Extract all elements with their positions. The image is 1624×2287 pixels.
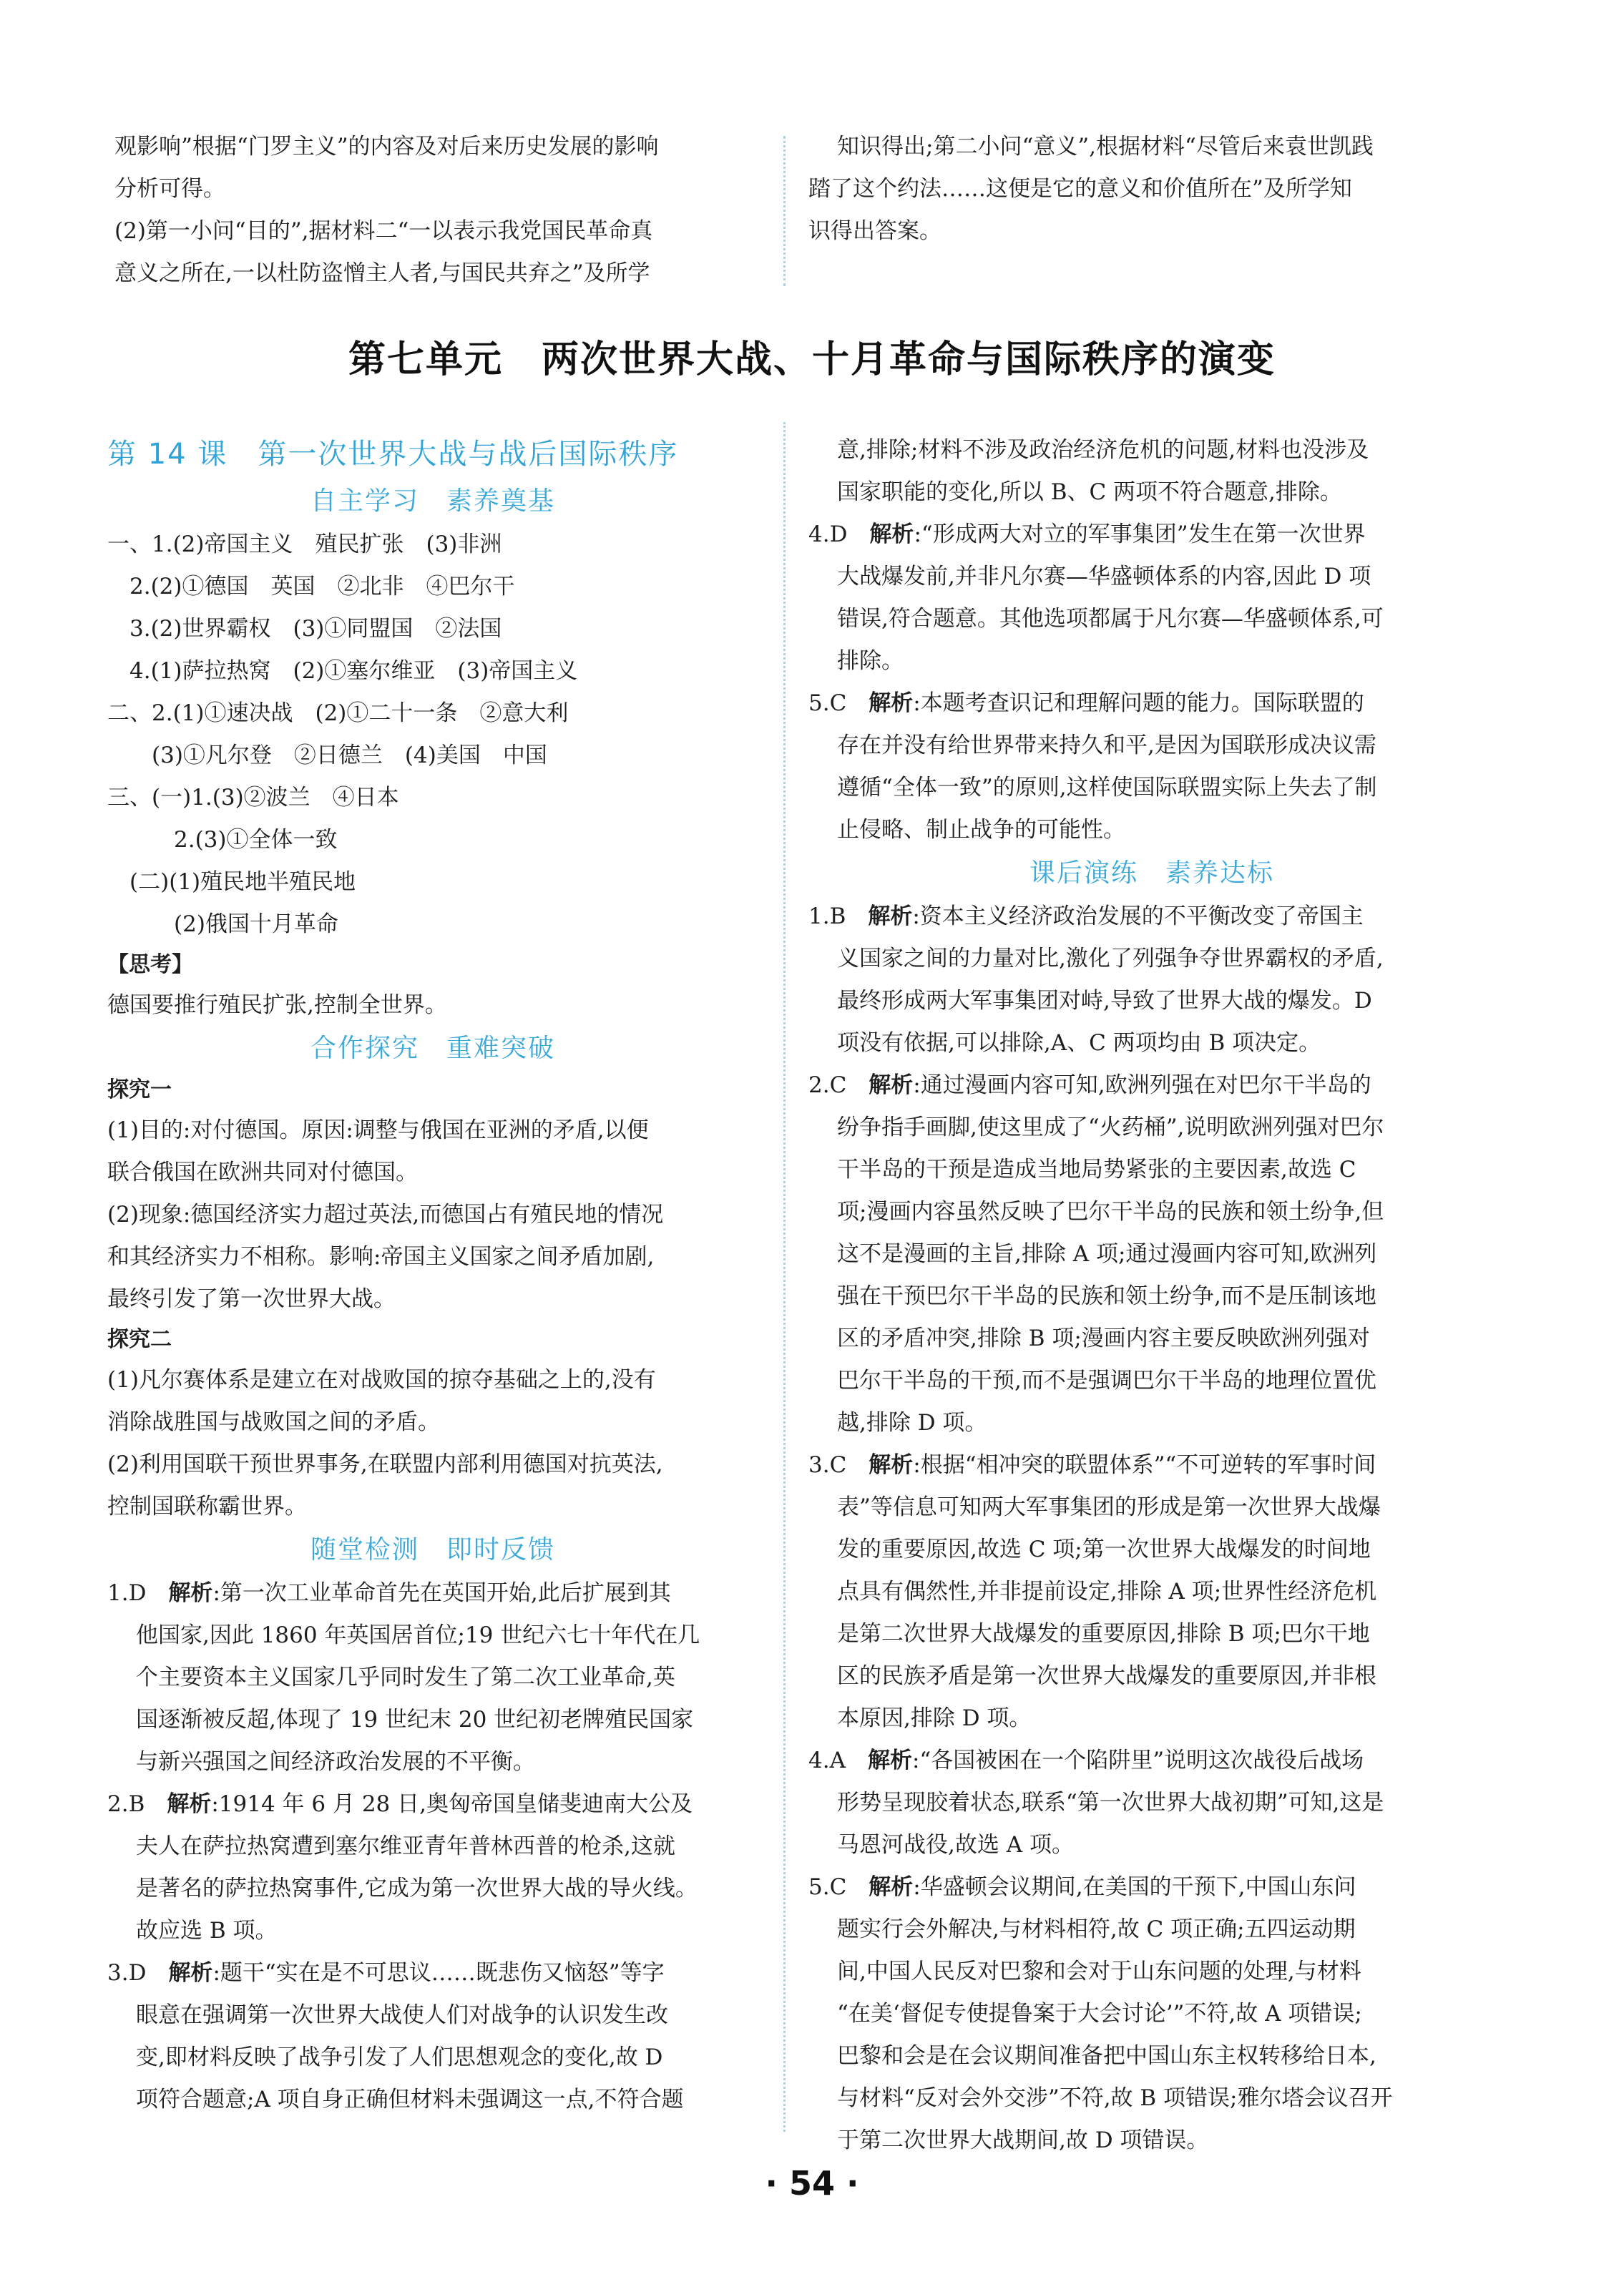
- explore-line: 消除战胜国与战败国之间的矛盾。: [107, 1409, 440, 1435]
- answer-line: [808, 1360, 1495, 1402]
- answer-line: (二)(1)殖民地半殖民地: [107, 869, 356, 895]
- explore-line: 最终引发了第一次世界大战。: [107, 1286, 396, 1312]
- answer-text: 夫人在萨拉热窝遭到塞尔维亚青年普林西普的枪杀,这就: [136, 1833, 675, 1859]
- answer-text: :根据“相冲突的联盟体系”“不可逆转的军事时间: [913, 1452, 1376, 1478]
- answer-text: 最终形成两大军事集团对峙,导致了世界大战的爆发。D: [837, 988, 1372, 1014]
- answer-text: 题实行会外解决,与材料相符,故 C 项正确;五四运动期: [837, 1916, 1356, 1942]
- answer-line: [808, 1107, 1495, 1149]
- text-line: 意,排除;材料不涉及政治经济危机的问题,材料也没涉及: [837, 437, 1369, 463]
- answer-line: [107, 1741, 758, 1783]
- answer-line: [808, 1782, 1495, 1824]
- answer-line: [808, 1698, 1495, 1740]
- answer-text: 区的民族矛盾是第一次世界大战爆发的重要原因,并非根: [837, 1663, 1376, 1689]
- answer-text: 马恩河战役,故选 A 项。: [837, 1832, 1074, 1858]
- analysis-tag: 解析: [168, 1580, 213, 1606]
- section-heading-cooperative: 合作探究 重难突破: [310, 1034, 555, 1063]
- answer-line: 一、1.(2)帝国主义 殖民扩张 (3)非洲: [107, 532, 502, 557]
- answer-text: 于第二次世界大战期间,故 D 项错误。: [837, 2127, 1209, 2153]
- answer-text: :本题考查识记和理解问题的能力。国际联盟的: [913, 690, 1364, 716]
- answer-text: 强在干预巴尔干半岛的民族和领土纷争,而不是压制该地: [837, 1283, 1376, 1309]
- answer-line: [107, 1952, 758, 1994]
- analysis-tag: 解析: [867, 1748, 912, 1773]
- answer-line: [808, 809, 1495, 851]
- text-line: 识得出答案。: [808, 218, 941, 244]
- answer-line: [808, 1613, 1495, 1655]
- answer-line: [808, 1233, 1495, 1275]
- answer-line: [808, 1655, 1495, 1698]
- section-heading-self-study: 自主学习 素养奠基: [310, 486, 555, 516]
- answer-text: 是著名的萨拉热窝事件,它成为第一次世界大战的导火线。: [136, 1876, 698, 1901]
- section-heading-in-class-test: 随堂检测 即时反馈: [310, 1535, 555, 1564]
- answer-text: 项没有依据,可以排除,A、C 两项均由 B 项决定。: [837, 1030, 1321, 1056]
- column-divider-main: [783, 422, 786, 2132]
- question-number: 5.C: [808, 1874, 869, 1900]
- in-class-answers-continued: [808, 514, 1495, 851]
- answer-line: [808, 767, 1495, 809]
- answer-line: [808, 1444, 1495, 1487]
- answer-line: (2)俄国十月革命: [107, 911, 338, 937]
- answer-line: [808, 1529, 1495, 1571]
- analysis-tag: 解析: [869, 690, 914, 716]
- answer-text: 点具有偶然性,并非提前设定,排除 A 项;世界性经济危机: [837, 1579, 1377, 1605]
- question-number: 1.B: [808, 903, 869, 929]
- answer-text: 表”等信息可知两大军事集团的形成是第一次世界大战爆: [837, 1494, 1381, 1520]
- answer-text: 本原因,排除 D 项。: [837, 1705, 1032, 1731]
- answer-line: (3)①凡尔登 ②日德兰 (4)美国 中国: [107, 743, 547, 768]
- think-label: 【思考】: [107, 952, 193, 977]
- think-text: 德国要推行殖民扩张,控制全世界。: [107, 992, 447, 1018]
- answer-line: [808, 2035, 1495, 2077]
- answer-text: 错误,符合题意。其他选项都属于凡尔赛—华盛顿体系,可: [837, 606, 1384, 632]
- explore-line: (1)凡尔赛体系是建立在对战败国的掠夺基础之上的,没有: [107, 1367, 656, 1393]
- answer-text: :华盛顿会议期间,在美国的干预下,中国山东问: [913, 1874, 1356, 1900]
- text-line: 知识得出;第二小问“意义”,根据材料“尽管后来袁世凯践: [837, 134, 1374, 160]
- explore-line: (2)利用国联干预世界事务,在联盟内部利用德国对抗英法,: [107, 1451, 663, 1477]
- answer-line: [808, 725, 1495, 767]
- answer-text: 变,即材料反映了战争引发了人们思想观念的变化,故 D: [136, 2044, 663, 2070]
- answer-line: [107, 2079, 758, 2121]
- answer-text: 与材料“反对会外交涉”不符,故 B 项错误;雅尔塔会议召开: [837, 2085, 1393, 2111]
- answer-line: [107, 1826, 758, 1868]
- answer-line: [808, 640, 1495, 682]
- answer-text: 巴尔干半岛的干预,而不是强调巴尔干半岛的地理位置优: [837, 1368, 1376, 1394]
- answer-line: [107, 1657, 758, 1699]
- answer-line: [808, 896, 1495, 938]
- after-class-answers: [808, 896, 1495, 2162]
- answer-line: [808, 1191, 1495, 1233]
- column-divider-top: [783, 136, 786, 286]
- answer-line: [808, 938, 1495, 980]
- answer-text: :第一次工业革命首先在英国开始,此后扩展到其: [212, 1580, 671, 1606]
- answer-line: [808, 1866, 1495, 1909]
- answer-text: 遵循“全体一致”的原则,这样使国际联盟实际上失去了制: [837, 775, 1377, 800]
- explore-line: (1)目的:对付德国。原因:调整与俄国在亚洲的矛盾,以便: [107, 1117, 649, 1143]
- question-number: 3.C: [808, 1452, 869, 1478]
- answer-line: [808, 2120, 1495, 2162]
- left-column: [107, 429, 758, 2121]
- explore-line: 和其经济实力不相称。影响:帝国主义国家之间矛盾加剧,: [107, 1244, 655, 1270]
- answer-line: [808, 1993, 1495, 2035]
- answer-line: [808, 1022, 1495, 1064]
- text-line: 意义之所在,一以杜防盗憎主人者,与国民共弃之”及所学: [114, 260, 650, 286]
- answer-line: [808, 1571, 1495, 1613]
- top-right-column: [808, 126, 1488, 253]
- answer-line: [808, 514, 1495, 556]
- lesson-title: 第 14 课 第一次世界大战与战后国际秩序: [107, 438, 679, 471]
- answer-line: [808, 1740, 1495, 1782]
- answer-text: 眼意在强调第一次世界大战使人们对战争的认识发生改: [136, 2002, 668, 2028]
- text-line: 分析可得。: [114, 176, 225, 202]
- answer-text: 越,排除 D 项。: [837, 1410, 987, 1436]
- in-class-answers: [107, 1572, 758, 2121]
- answer-text: 巴黎和会是在会议期间准备把中国山东主权转移给日本,: [837, 2043, 1376, 2069]
- answer-text: :“形成两大对立的军事集团”发生在第一次世界: [914, 521, 1366, 547]
- answer-line: [808, 980, 1495, 1022]
- answer-text: 项符合题意;A 项自身正确但材料未强调这一点,不符合题: [136, 2087, 684, 2112]
- answer-line: [107, 1910, 758, 1952]
- answer-line: 三、(一)1.(3)②波兰 ④日本: [107, 785, 399, 811]
- answer-line: [808, 682, 1495, 725]
- answer-line: 4.(1)萨拉热窝 (2)①塞尔维亚 (3)帝国主义: [107, 658, 578, 684]
- top-left-column: [114, 126, 758, 295]
- answer-text: 干半岛的干预是造成当地局势紧张的主要因素,故选 C: [837, 1157, 1356, 1182]
- answer-text: 义国家之间的力量对比,激化了列强争夺世界霸权的矛盾,: [837, 946, 1384, 971]
- answer-text: 国逐渐被反超,体现了 19 世纪末 20 世纪初老牌殖民国家: [136, 1707, 694, 1733]
- answer-line: [107, 1572, 758, 1615]
- answer-line: [808, 556, 1495, 598]
- unit-title: 第七单元 两次世界大战、十月革命与国际秩序的演变: [348, 338, 1276, 381]
- answer-line: [808, 1487, 1495, 1529]
- answer-line: [808, 1149, 1495, 1191]
- answer-text: 存在并没有给世界带来持久和平,是因为国联形成决议需: [837, 733, 1376, 758]
- question-number: 2.B: [107, 1791, 167, 1817]
- answer-line: [808, 1275, 1495, 1318]
- answer-text: 与新兴强国之间经济政治发展的不平衡。: [136, 1749, 535, 1775]
- answer-line: [808, 1909, 1495, 1951]
- answer-text: 项;漫画内容虽然反映了巴尔干半岛的民族和领土纷争,但: [837, 1199, 1384, 1225]
- analysis-tag: 解析: [869, 1874, 914, 1900]
- analysis-tag: 解析: [869, 521, 914, 547]
- explore-line: 控制国联称霸世界。: [107, 1494, 307, 1519]
- answer-line: 3.(2)世界霸权 (3)①同盟国 ②法国: [107, 616, 502, 642]
- explore-two-label: 探究二: [107, 1327, 172, 1352]
- answer-line: [808, 1064, 1495, 1107]
- question-number: 1.D: [107, 1580, 169, 1606]
- answer-text: :通过漫画内容可知,欧洲列强在对巴尔干半岛的: [913, 1072, 1371, 1098]
- text-line: (2)第一小问“目的”,据材料二“一以表示我党国民革命真: [114, 218, 653, 244]
- answer-line: [808, 2077, 1495, 2120]
- explore-line: 联合俄国在欧洲共同对付德国。: [107, 1160, 418, 1185]
- answer-text: 纷争指手画脚,使这里成了“火药桶”,说明欧洲列强对巴尔: [837, 1115, 1384, 1140]
- answer-line: [808, 1824, 1495, 1866]
- section-heading-after-class: 课后演练 素养达标: [1029, 858, 1274, 888]
- answer-text: 这不是漫画的主旨,排除 A 项;通过漫画内容可知,欧洲列: [837, 1241, 1377, 1267]
- answer-line: [107, 1699, 758, 1741]
- answer-line: [808, 1951, 1495, 1993]
- answer-text: 他国家,因此 1860 年英国居首位;19 世纪六七十年代在几: [136, 1622, 700, 1648]
- explore-one-label: 探究一: [107, 1077, 172, 1102]
- explore-line: (2)现象:德国经济实力超过英法,而德国占有殖民地的情况: [107, 1202, 664, 1228]
- question-number: 2.C: [808, 1072, 869, 1098]
- answer-line: [808, 1402, 1495, 1444]
- answer-line: 2.(3)①全体一致: [107, 827, 338, 853]
- answer-text: :资本主义经济政治发展的不平衡改变了帝国主: [912, 903, 1364, 929]
- answer-line: [107, 1994, 758, 2037]
- answer-text: :1914 年 6 月 28 日,奥匈帝国皇储斐迪南大公及: [211, 1791, 693, 1817]
- answer-text: 故应选 B 项。: [136, 1918, 278, 1944]
- answer-line: 2.(2)①德国 英国 ②北非 ④巴尔干: [107, 574, 515, 599]
- analysis-tag: 解析: [869, 1072, 914, 1098]
- page-number: · 54 ·: [765, 2164, 859, 2203]
- question-number: 5.C: [808, 690, 869, 716]
- text-line: 国家职能的变化,所以 B、C 两项不符合题意,排除。: [837, 479, 1342, 505]
- answer-text: 区的矛盾冲突,排除 B 项;漫画内容主要反映欧洲列强对: [837, 1326, 1370, 1351]
- analysis-tag: 解析: [869, 1452, 914, 1478]
- answer-text: 间,中国人民反对巴黎和会对于山东问题的处理,与材料: [837, 1959, 1361, 1984]
- text-line: 踏了这个约法……这便是它的意义和价值所在”及所学知: [808, 176, 1352, 202]
- answer-line: 二、2.(1)①速决战 (2)①二十一条 ②意大利: [107, 700, 569, 726]
- question-number: 4.A: [808, 1748, 868, 1773]
- right-column: [808, 429, 1495, 2162]
- answer-line: [107, 2037, 758, 2079]
- analysis-tag: 解析: [167, 1791, 212, 1817]
- answer-text: 大战爆发前,并非凡尔赛—华盛顿体系的内容,因此 D 项: [837, 564, 1371, 589]
- answer-line: [107, 1783, 758, 1826]
- answer-text: 发的重要原因,故选 C 项;第一次世界大战爆发的时间地: [837, 1537, 1371, 1562]
- answer-text: 排除。: [837, 648, 904, 674]
- analysis-tag: 解析: [868, 903, 913, 929]
- answer-text: 是第二次世界大战爆发的重要原因,排除 B 项;巴尔干地: [837, 1621, 1370, 1647]
- answer-line: [107, 1868, 758, 1910]
- answer-text: 个主要资本主义国家几乎同时发生了第二次工业革命,英: [136, 1665, 675, 1690]
- question-number: 3.D: [107, 1960, 169, 1986]
- answer-line: [808, 598, 1495, 640]
- analysis-tag: 解析: [168, 1960, 213, 1986]
- answer-text: 止侵略、制止战争的可能性。: [837, 817, 1125, 843]
- answer-line: [808, 1318, 1495, 1360]
- answer-text: “在美‘督促专使提鲁案于大会讨论’”不符,故 A 项错误;: [837, 2001, 1362, 2027]
- answer-line: [107, 1615, 758, 1657]
- answer-text: :题干“实在是不可思议……既悲伤又恼怒”等字: [212, 1960, 665, 1986]
- question-number: 4.D: [808, 521, 870, 547]
- text-line: 观影响”根据“门罗主义”的内容及对后来历史发展的影响: [114, 134, 659, 160]
- answer-text: 形势呈现胶着状态,联系“第一次世界大战初期”可知,这是: [837, 1790, 1384, 1816]
- answer-text: :“各国被困在一个陷阱里”说明这次战役后战场: [911, 1748, 1364, 1773]
